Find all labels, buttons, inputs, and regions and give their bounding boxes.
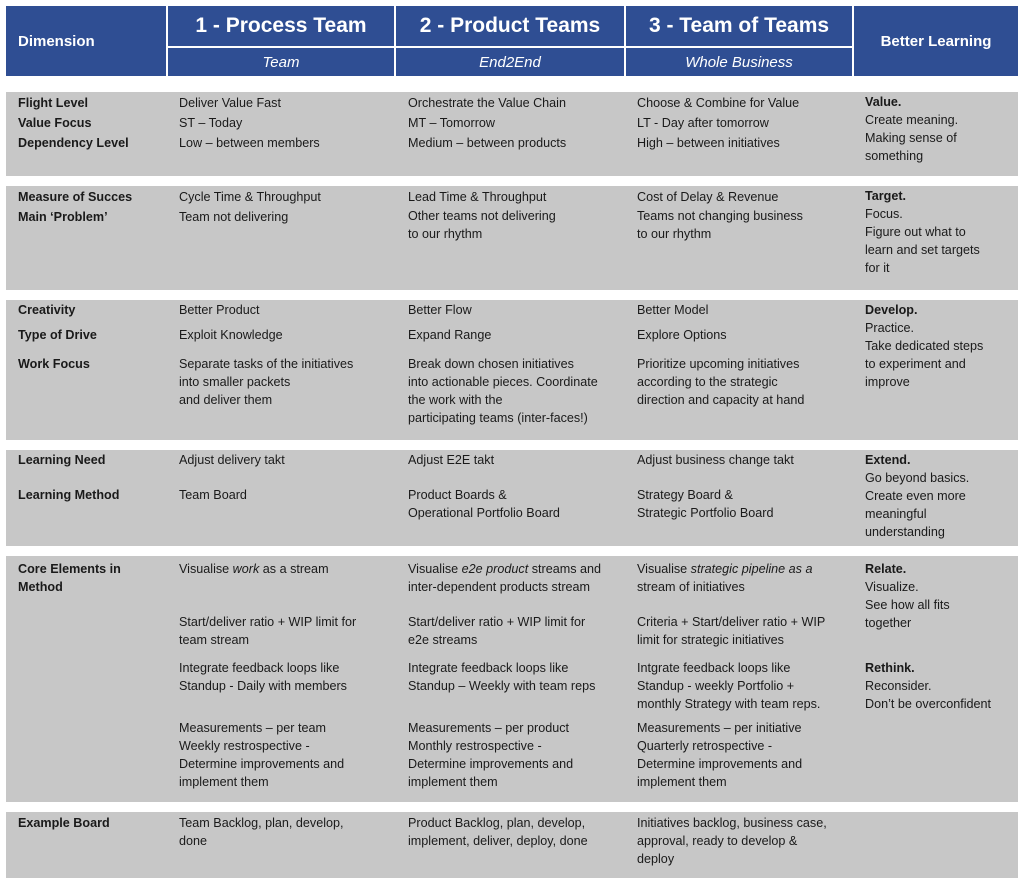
row6-col1-line: done (179, 834, 208, 848)
row4-learning-heading: Extend. (865, 453, 911, 467)
header-dimension-label: Dimension (18, 32, 95, 50)
row1-col3-line: LT - Day after tomorrow (637, 116, 769, 130)
row4-col1-need: Adjust delivery takt (179, 453, 285, 467)
row2-learning-heading: Target. (865, 189, 907, 203)
row4-learning-line: meaningful (865, 507, 927, 521)
row3-learning-line: Practice. (865, 321, 914, 335)
row1-col1 (179, 93, 320, 153)
row3-col1-line: and deliver them (179, 393, 273, 407)
row1-learning-heading: Value. (865, 95, 902, 109)
row2-col2-line: Lead Time & Throughput (408, 190, 547, 204)
row5-col1-line: Standup - Daily with members (179, 679, 347, 693)
row6-col2-line: implement, deliver, deploy, done (408, 834, 588, 848)
row2-dimension (18, 187, 132, 227)
header-col2-sub-label: End2End (479, 53, 541, 71)
row2-learning-line: for it (865, 261, 890, 275)
row5-col3-line: implement them (637, 775, 727, 789)
row5-dim-line: Core Elements in (18, 562, 121, 576)
row5-col3-line: Quarterly retrospective - (637, 739, 773, 753)
row4-learning-line: understanding (865, 525, 945, 539)
row5-col2-line: inter-dependent products stream (408, 580, 591, 594)
row3-col2-line: participating teams (inter-faces!) (408, 411, 588, 425)
row1-learning (865, 93, 958, 165)
row5-learning-line: Don’t be overconfident (865, 697, 992, 711)
row5-col3-line: stream of initiatives (637, 580, 745, 594)
row5-dimension (18, 560, 121, 596)
row5-col2-vis-pre: Visualise (408, 562, 462, 576)
row5-col3-line: Criteria + Start/deliver ratio + WIP (637, 615, 826, 629)
row5-dim-line: Method (18, 580, 63, 594)
row5-learning-line: See how all fits (865, 598, 950, 612)
row5-col2-line: Integrate feedback loops like (408, 661, 569, 675)
row2-col2-line: to our rhythm (408, 227, 483, 241)
row5-col2-line: e2e streams (408, 633, 478, 647)
row3-col1-creativity: Better Product (179, 303, 260, 317)
row4-col3-method (637, 486, 774, 522)
row5-learning-line: Reconsider. (865, 679, 932, 693)
row5-col2-vis-italic: e2e product (461, 562, 529, 576)
header-dimension (6, 6, 166, 76)
row4-col1-method (179, 486, 247, 504)
row5-col2-line: Monthly restrospective - (408, 739, 542, 753)
row5-col1-line: Weekly restrospective - (179, 739, 310, 753)
row5-col3-line: Intgrate feedback loops like (637, 661, 791, 675)
row5-col1-feedback (179, 659, 347, 695)
row5-learning-line: Visualize. (865, 580, 919, 594)
row4-col3-need: Adjust business change takt (637, 453, 794, 467)
row2-col3-line: to our rhythm (637, 227, 712, 241)
row1-col3-line: Choose & Combine for Value (637, 96, 800, 110)
row5-col1-line: team stream (179, 633, 249, 647)
header-learning-label: Better Learning (880, 32, 992, 50)
row1-dimension (18, 93, 129, 153)
row2-col1 (179, 187, 321, 227)
header-col2-sub (396, 48, 624, 76)
row3-col1-line: into smaller packets (179, 375, 291, 389)
row5-col2-line: Measurements – per product (408, 721, 570, 735)
row4-col3-line: Strategic Portfolio Board (637, 506, 774, 520)
row3-col3-creativity: Better Model (637, 303, 709, 317)
row5-col2-line: Start/deliver ratio + WIP limit for (408, 615, 586, 629)
row5-col3-line: Determine improvements and (637, 757, 803, 771)
header-col2-title-label: 2 - Product Teams (419, 14, 601, 37)
header-col3-sub-label: Whole Business (685, 53, 793, 71)
row3-col3-line: Prioritize upcoming initiatives (637, 357, 800, 371)
row6-col1 (179, 814, 344, 850)
row2-learning-line: learn and set targets (865, 243, 980, 257)
row2-dim-line: Measure of Succes (18, 190, 133, 204)
row2-learning-line: Figure out what to (865, 225, 966, 239)
header-col2-title (396, 6, 624, 46)
header-col1-sub (168, 48, 394, 76)
row5-col2-line: Determine improvements and (408, 757, 574, 771)
row1-dim-line: Value Focus (18, 116, 92, 130)
row5-col1-visualise (179, 560, 329, 578)
row5-col1-measure (179, 719, 344, 791)
row3-col2-workfocus (408, 355, 598, 427)
row4-dim-need: Learning Need (18, 453, 106, 467)
row5-col2-line: implement them (408, 775, 498, 789)
row6-col3-line: Initiatives backlog, business case, (637, 816, 827, 830)
row1-col1-line: Low – between members (179, 136, 320, 150)
header-col3-title-label: 3 - Team of Teams (648, 14, 830, 37)
row1-col2-line: MT – Tomorrow (408, 116, 496, 130)
row3-col1-drive: Exploit Knowledge (179, 328, 283, 342)
row1-col3 (637, 93, 799, 153)
row5-col3-visualise (637, 560, 812, 596)
row4-col2-line: Operational Portfolio Board (408, 506, 560, 520)
row5-col1-line: Determine improvements and (179, 757, 345, 771)
row3-col1-line: Separate tasks of the initiatives (179, 357, 354, 371)
row1-col1-line: Deliver Value Fast (179, 96, 281, 110)
row1-learning-line: Create meaning. (865, 113, 959, 127)
row5-learning-heading: Relate. (865, 562, 907, 576)
row4-col2-line: Product Boards & (408, 488, 507, 502)
header-col1-title-label: 1 - Process Team (195, 14, 367, 37)
row5-col3-line: Standup - weekly Portfolio + (637, 679, 795, 693)
row2-col3 (637, 187, 803, 243)
row2-col1-line: Cycle Time & Throughput (179, 190, 321, 204)
row5-col1-line: Integrate feedback loops like (179, 661, 340, 675)
row3-col3-drive: Explore Options (637, 328, 727, 342)
row1-col1-line: ST – Today (179, 116, 243, 130)
row4-learning (865, 451, 969, 541)
row5-col3-measure (637, 719, 802, 791)
row3-dim-drive: Type of Drive (18, 328, 97, 342)
row6-col3-line: approval, ready to develop & (637, 834, 798, 848)
row5-learning-relate (865, 560, 950, 632)
row4-col2-method (408, 486, 560, 522)
header-col3-sub (626, 48, 852, 76)
row6-dimension: Example Board (18, 816, 110, 830)
row4-learning-line: Create even more (865, 489, 966, 503)
row5-learning-heading: Rethink. (865, 661, 915, 675)
row1-col3-line: High – between initiatives (637, 136, 780, 150)
row1-col2 (408, 93, 566, 153)
row3-col1-workfocus (179, 355, 353, 409)
row3-learning-line: to experiment and (865, 357, 966, 371)
row4-col2-need: Adjust E2E takt (408, 453, 495, 467)
row5-col3-ratio (637, 613, 825, 649)
row2-col2-line: Other teams not delivering (408, 209, 556, 223)
row5-col1-line: Start/deliver ratio + WIP limit for (179, 615, 357, 629)
row3-dim-creativity: Creativity (18, 303, 76, 317)
row3-col3-line: direction and capacity at hand (637, 393, 805, 407)
row3-col2-line: the work with the (408, 393, 503, 407)
row2-dim-line: Main ‘Problem’ (18, 210, 108, 224)
row4-col3-line: Strategy Board & (637, 488, 733, 502)
row1-col2-line: Medium – between products (408, 136, 567, 150)
row5-col1-vis-post: as a stream (259, 562, 329, 576)
row1-dim-line: Dependency Level (18, 136, 129, 150)
row2-learning (865, 187, 980, 277)
row5-col1-vis-pre: Visualise (179, 562, 233, 576)
row3-col2-line: Break down chosen initiatives (408, 357, 574, 371)
row3-col2-creativity: Better Flow (408, 303, 472, 317)
header-learning (854, 6, 1018, 76)
header-col1-title (168, 6, 394, 46)
row5-col1-line: Measurements – per team (179, 721, 326, 735)
row3-col2-drive: Expand Range (408, 328, 492, 342)
row1-dim-line: Flight Level (18, 96, 88, 110)
row5-col3-line: Measurements – per initiative (637, 721, 802, 735)
row5-col3-feedback (637, 659, 820, 713)
row5-col2-measure (408, 719, 573, 791)
row3-col3-line: according to the strategic (637, 375, 778, 389)
row5-col2-vis-post: streams and (528, 562, 601, 576)
row1-col2-line: Orchestrate the Value Chain (408, 96, 566, 110)
row5-col2-visualise (408, 560, 601, 596)
row5-col2-ratio (408, 613, 585, 649)
header-col3-title (626, 6, 852, 46)
row3-learning-line: Take dedicated steps (865, 339, 984, 353)
row6-col3-line: deploy (637, 852, 675, 866)
row5-learning-line: together (865, 616, 912, 630)
row5-col2-feedback (408, 659, 595, 695)
row1-learning-line: Making sense of (865, 131, 957, 145)
row2-col3-line: Cost of Delay & Revenue (637, 190, 779, 204)
header-col1-sub-label: Team (262, 53, 300, 71)
row5-col3-line: limit for strategic initiatives (637, 633, 784, 647)
row6-col2 (408, 814, 588, 850)
row1-learning-line: something (865, 149, 924, 163)
row2-col3-line: Teams not changing business (637, 209, 803, 223)
row5-col3-line: monthly Strategy with team reps. (637, 697, 821, 711)
row4-col1-line: Team Board (179, 488, 247, 502)
row3-col3-workfocus (637, 355, 804, 409)
row3-col2-line: into actionable pieces. Coordinate (408, 375, 598, 389)
row5-col3-vis-pre: Visualise (637, 562, 691, 576)
row5-col1-vis-italic: work (232, 562, 260, 576)
row3-dim-workfocus: Work Focus (18, 357, 90, 371)
row5-learning-rethink (865, 659, 991, 713)
row3-learning-heading: Develop. (865, 303, 918, 317)
row5-col3-vis-italic: strategic pipeline as a (690, 562, 813, 576)
row5-col1-ratio (179, 613, 356, 649)
row2-learning-line: Focus. (865, 207, 903, 221)
row3-learning (865, 301, 983, 391)
row5-col1-line: implement them (179, 775, 269, 789)
row6-col3 (637, 814, 827, 868)
row4-dim-method: Learning Method (18, 488, 120, 502)
row2-col1-line: Team not delivering (179, 210, 289, 224)
row2-col2 (408, 187, 556, 243)
row5-col2-line: Standup – Weekly with team reps (408, 679, 596, 693)
row6-col2-line: Product Backlog, plan, develop, (408, 816, 586, 830)
row6-col1-line: Team Backlog, plan, develop, (179, 816, 344, 830)
row3-learning-line: improve (865, 375, 910, 389)
row4-learning-line: Go beyond basics. (865, 471, 970, 485)
